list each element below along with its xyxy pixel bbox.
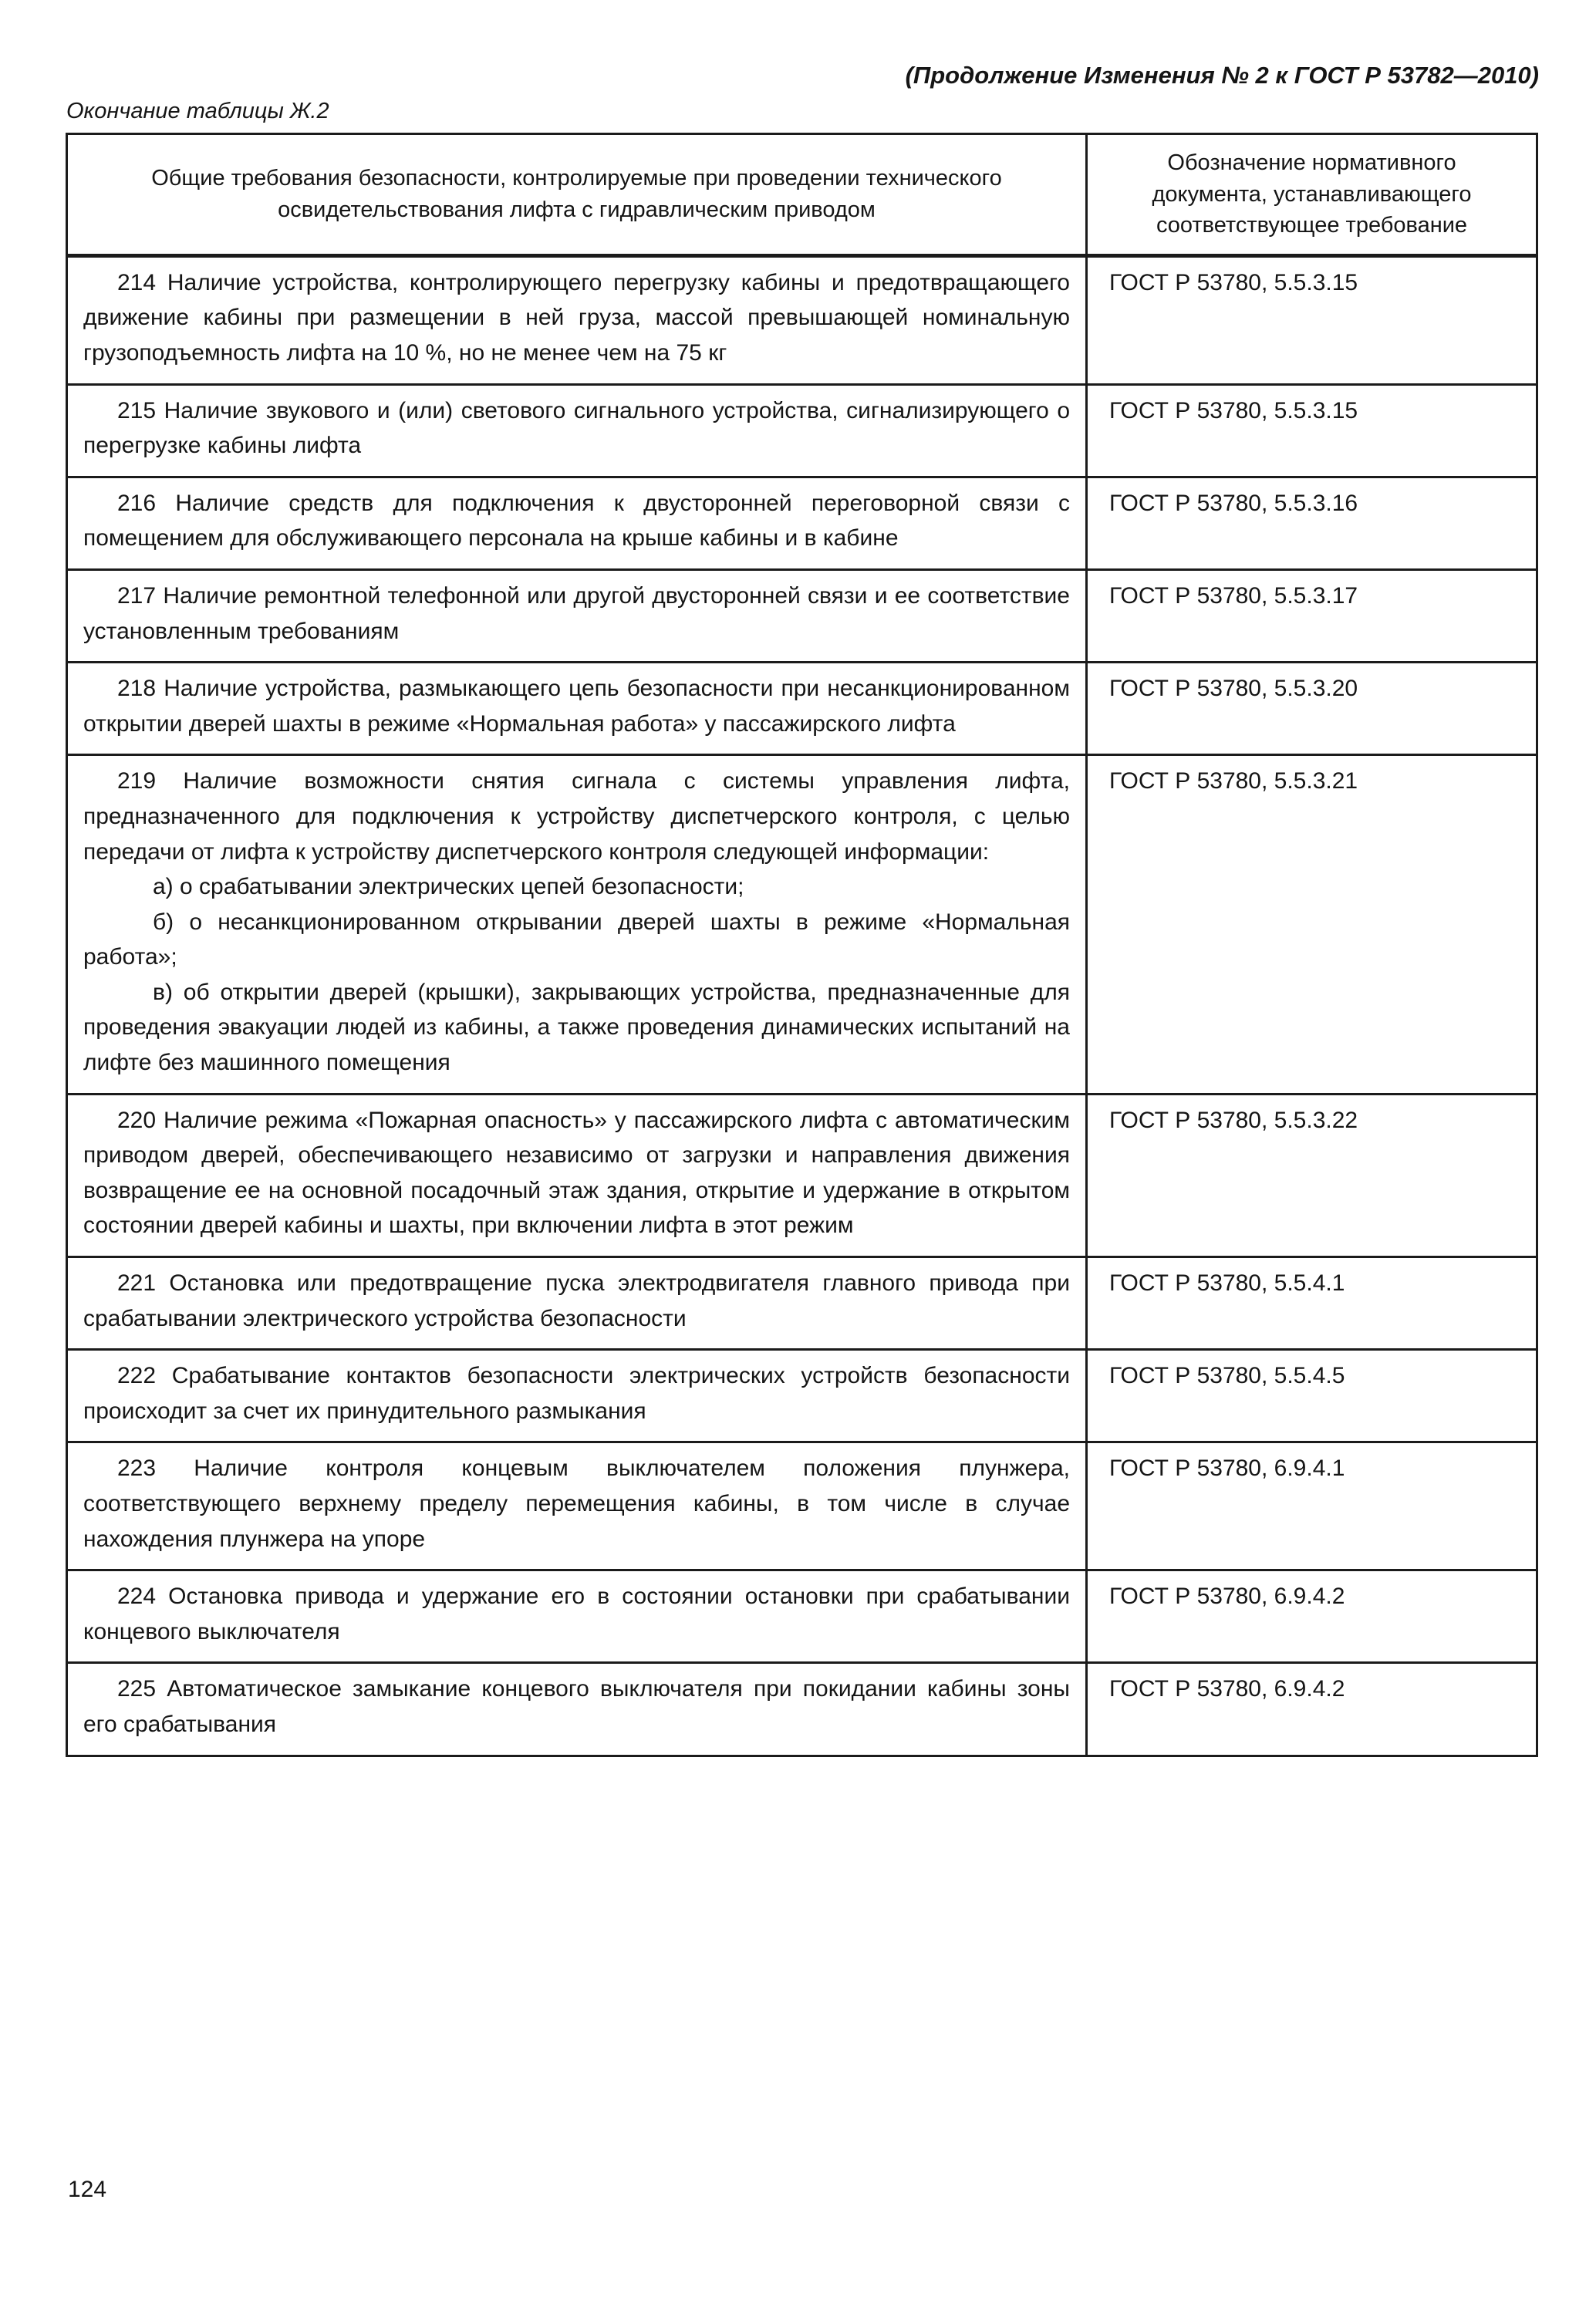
requirement-text: 217 Наличие ремонтной телефонной или другой двусторонней связи и ее соответствие установленным требованиям (83, 582, 1070, 644)
requirement-cell (67, 663, 1087, 755)
requirement-cell (67, 569, 1087, 662)
table-row (67, 384, 1537, 477)
reference-cell: ГОСТ Р 53780, 5.5.3.22 (1087, 1094, 1537, 1257)
reference-cell: ГОСТ Р 53780, 6.9.4.2 (1087, 1570, 1537, 1663)
table-row (67, 755, 1537, 1094)
page-number: 124 (68, 2177, 107, 2202)
requirement-text: 224 Остановка привода и удержание его в состоянии остановки при срабатывании концевого выключателя (83, 1584, 1070, 1644)
table-row (67, 663, 1537, 755)
requirement-text: 214 Наличие устройства, контролирующего перегрузку кабины и предотвращающего движение кабины при размещении в ней груза, массой превышающей номинальную грузоподъемность лифта на 10 %, но не менее чем на 75 кг (83, 269, 1070, 366)
requirement-text: 219 Наличие возможности снятия сигнала с системы управления лифта, предназначенного для подключения к устройству диспетчерского контроля, с целью передачи от лифта к устройству диспетчерского контроля следующей информации: (83, 768, 1070, 865)
requirement-text: 215 Наличие звукового и (или) светового сигнального устройства, сигнализирующего о перегрузке кабины лифта (83, 397, 1070, 459)
requirement-text: 216 Наличие средств для подключения к двусторонней переговорной связи с помещением для обслуживающего персонала на крыше кабины и в кабине (83, 490, 1070, 552)
reference-cell: ГОСТ Р 53780, 5.5.3.15 (1087, 384, 1537, 477)
table-row (67, 1442, 1537, 1570)
requirement-text: б) о несанкционированном открывании дверей шахты в режиме «Нормальная работа»; (83, 909, 1070, 970)
column-header-requirements: Общие требования безопасности, контролируемые при проведении технического освидетельствования лифта с гидравлическим приводом (67, 134, 1087, 256)
reference-cell: ГОСТ Р 53780, 5.5.3.20 (1087, 663, 1537, 755)
table-row (67, 1257, 1537, 1350)
requirement-text: 222 Срабатывание контактов безопасности электрических устройств безопасности происходит за счет их принудительного размыкания (83, 1363, 1070, 1424)
requirement-cell (67, 384, 1087, 477)
reference-cell: ГОСТ Р 53780, 5.5.3.16 (1087, 477, 1537, 569)
table-body (67, 255, 1537, 1756)
table-caption: Окончание таблицы Ж.2 (66, 99, 329, 123)
reference-cell: ГОСТ Р 53780, 6.9.4.2 (1087, 1663, 1537, 1756)
table-row (67, 569, 1537, 662)
document-header-note: (Продолжение Изменения № 2 к ГОСТ Р 53782—2010) (905, 62, 1539, 89)
table-row (67, 1663, 1537, 1756)
requirement-cell (67, 1350, 1087, 1442)
reference-cell: ГОСТ Р 53780, 5.5.3.15 (1087, 255, 1537, 384)
reference-cell: ГОСТ Р 53780, 5.5.3.21 (1087, 755, 1537, 1094)
requirement-cell (67, 1663, 1087, 1756)
requirement-text: 221 Остановка или предотвращение пуска электродвигателя главного привода при срабатывании электрического устройства безопасности (83, 1270, 1070, 1331)
reference-cell: ГОСТ Р 53780, 5.5.3.17 (1087, 569, 1537, 662)
requirement-cell (67, 1442, 1087, 1570)
requirement-text: 225 Автоматическое замыкание концевого выключателя при покидании кабины зоны его срабатывания (83, 1676, 1070, 1737)
requirement-text: 218 Наличие устройства, размыкающего цепь безопасности при несанкционированном открытии дверей шахты в режиме «Нормальная работа» у пассажирского лифта (83, 676, 1070, 737)
table-row (67, 1094, 1537, 1257)
requirement-text: в) об открытии дверей (крышки), закрывающих устройства, предназначенные для проведения эвакуации людей из кабины, а также проведения динамических испытаний на лифте без машинного помещения (83, 979, 1070, 1076)
reference-cell: ГОСТ Р 53780, 5.5.4.5 (1087, 1350, 1537, 1442)
requirement-text: 223 Наличие контроля концевым выключателем положения плунжера, соответствующего верхнему пределу перемещения кабины, в том числе в случае нахождения плунжера на упоре (83, 1456, 1070, 1552)
requirement-cell (67, 477, 1087, 569)
table-row (67, 1350, 1537, 1442)
requirement-cell (67, 255, 1087, 384)
reference-cell: ГОСТ Р 53780, 6.9.4.1 (1087, 1442, 1537, 1570)
table-row (67, 477, 1537, 569)
requirement-cell (67, 1570, 1087, 1663)
table-header-row (67, 134, 1537, 256)
column-header-reference: Обозначение нормативного документа, устанавливающего соответствующее требование (1087, 134, 1537, 256)
requirement-text: 220 Наличие режима «Пожарная опасность» у пассажирского лифта с автоматическим приводом дверей, обеспечивающего независимо от загрузки и направления движения возвращение ее на основной посадочный этаж здания, открытие и удержание в открытом состоянии дверей кабины и шахты, при включении лифта в этот режим (83, 1107, 1070, 1239)
table-row (67, 1570, 1537, 1663)
requirement-cell (67, 1094, 1087, 1257)
requirement-text: а) о срабатывании электрических цепей безопасности; (153, 874, 744, 900)
requirements-table (66, 133, 1538, 1757)
requirement-cell (67, 1257, 1087, 1350)
requirement-cell (67, 755, 1087, 1094)
reference-cell: ГОСТ Р 53780, 5.5.4.1 (1087, 1257, 1537, 1350)
table-row (67, 255, 1537, 384)
